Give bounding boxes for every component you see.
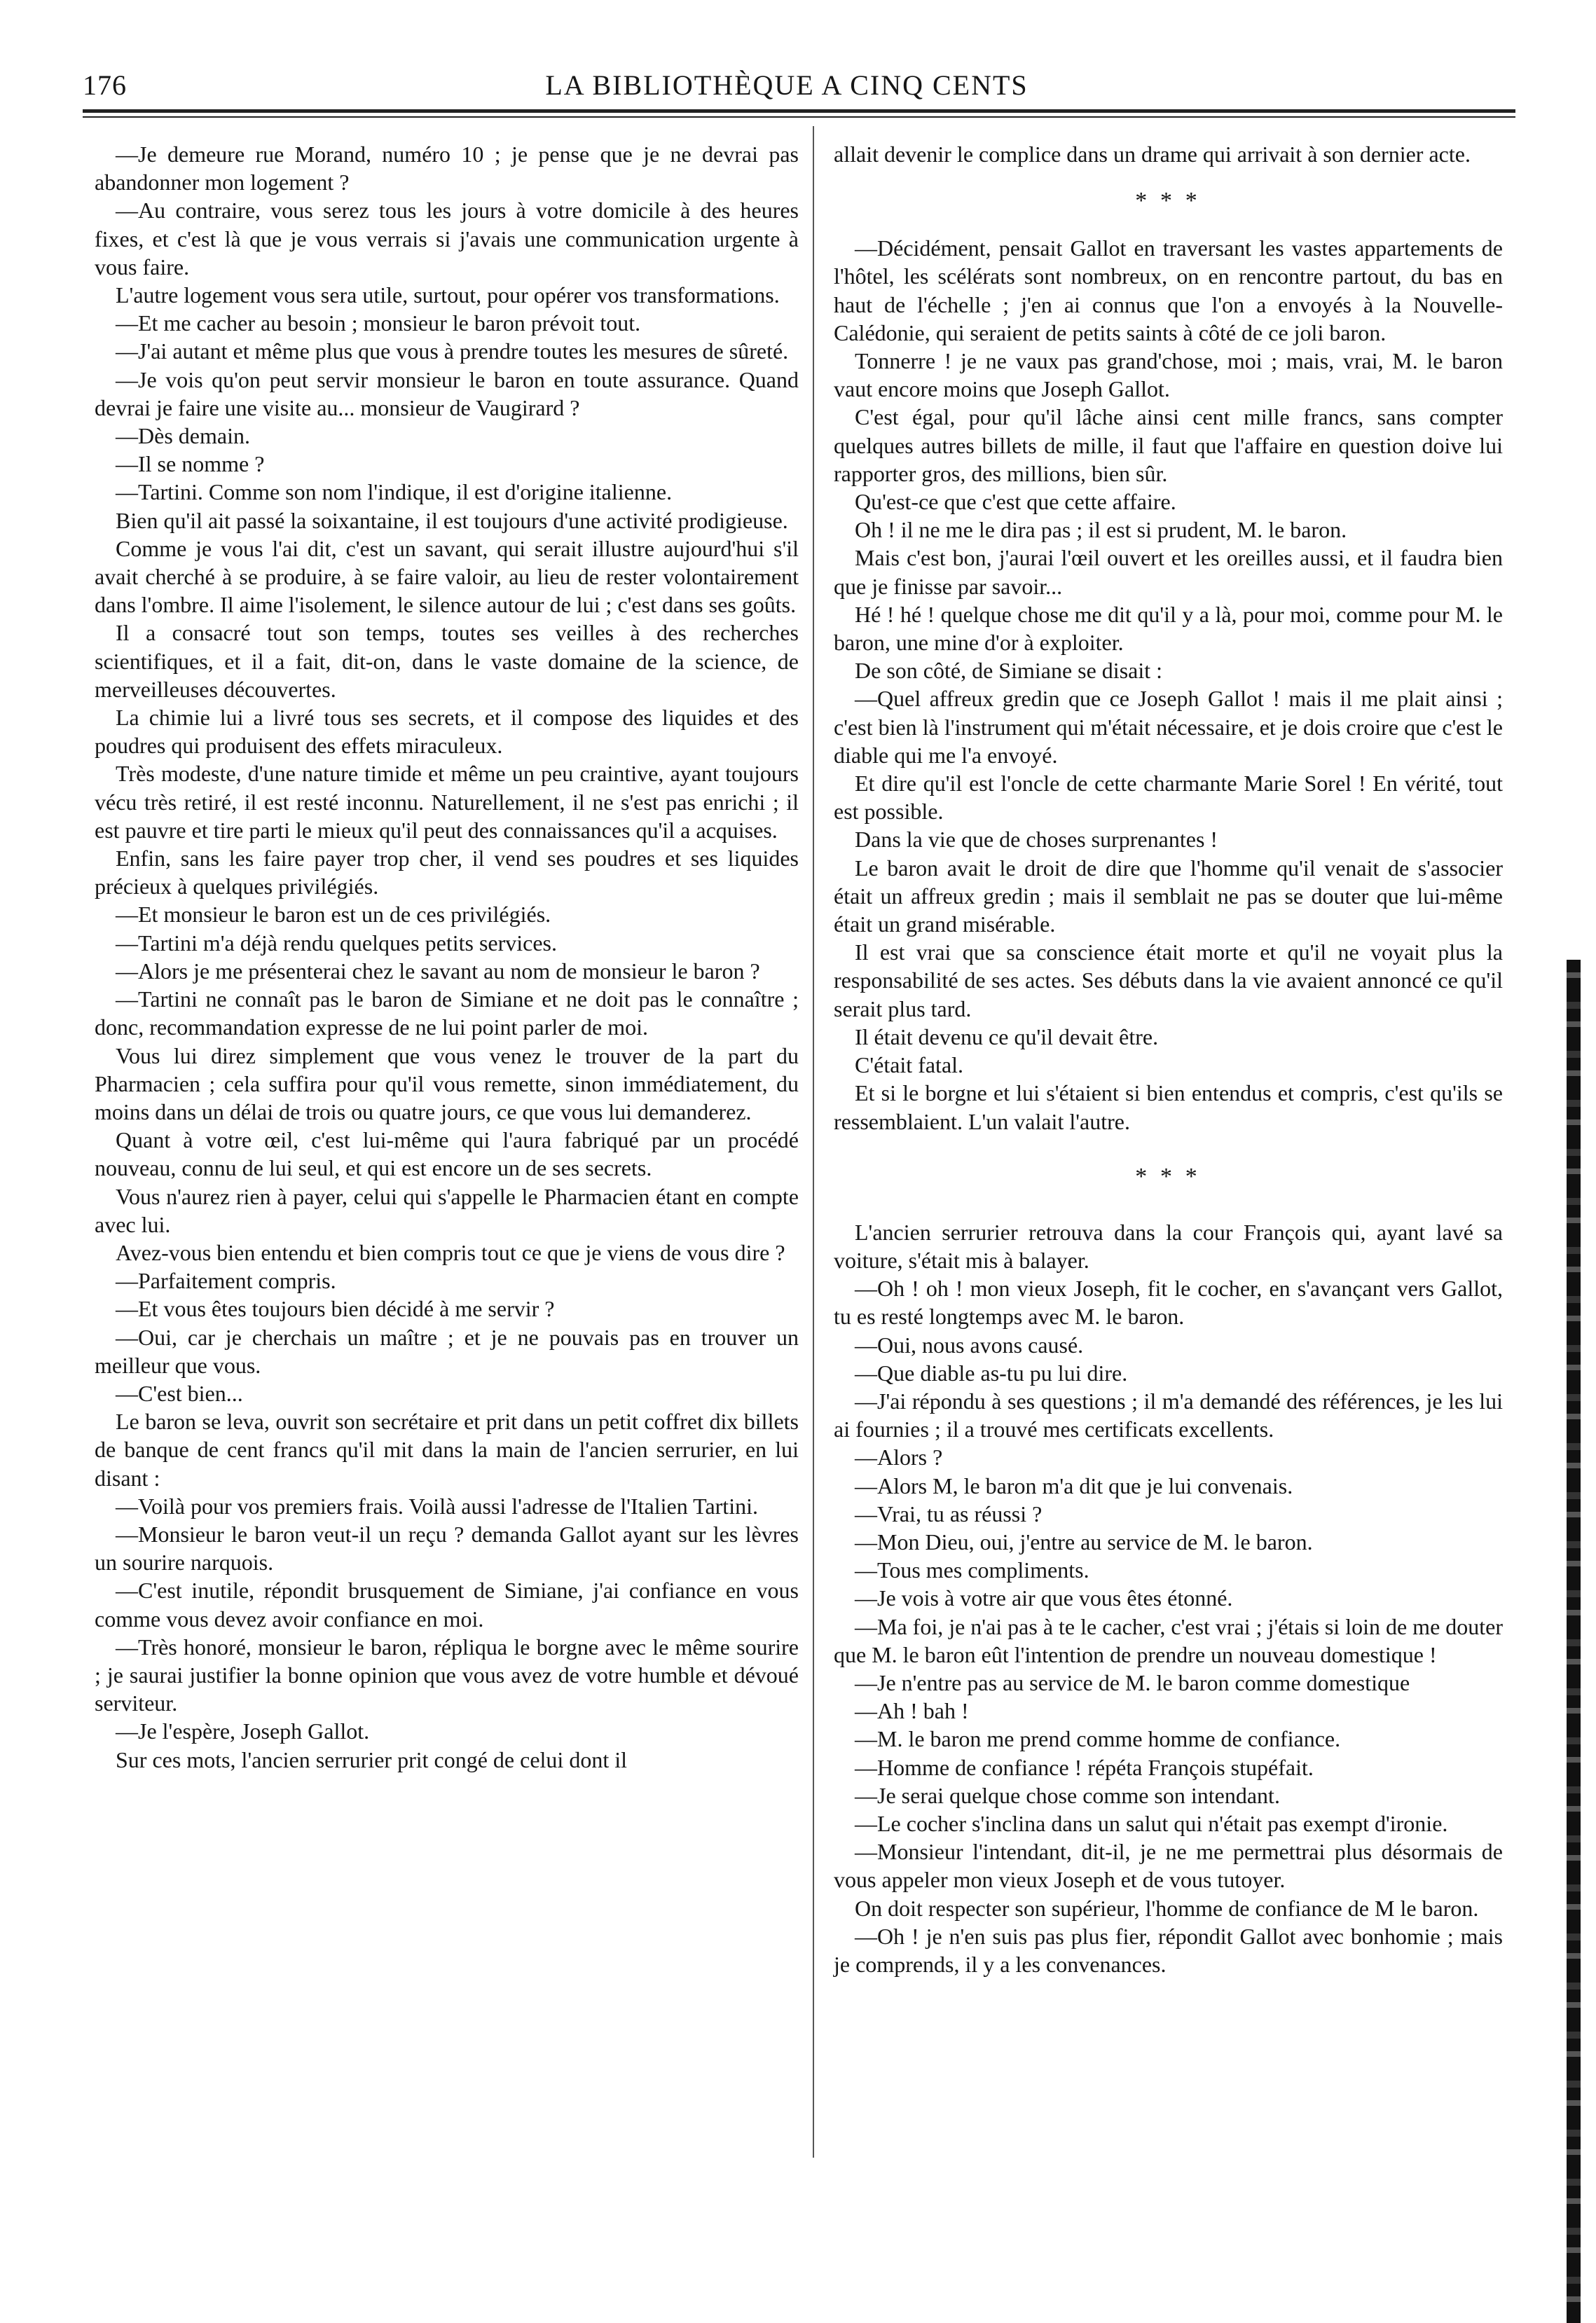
paragraph: —Tartini. Comme son nom l'indique, il est d'origine italienne. xyxy=(116,479,673,505)
section-separator: * * * xyxy=(1135,188,1202,214)
paragraph: —Tartini ne connaît pas le baron de Simiane et ne doit pas le connaître ; donc, recommandation expresse de ne lui point parler de moi. xyxy=(95,986,799,1040)
paragraph: Sur ces mots, l'ancien serrurier prit congé de celui dont il xyxy=(116,1746,627,1772)
paragraph: —Tartini m'a déjà rendu quelques petits services. xyxy=(116,930,557,956)
paragraph: —Que diable as-tu pu lui dire. xyxy=(855,1360,1128,1386)
paragraph: —Je vois à votre air que vous êtes étonné. xyxy=(855,1585,1233,1611)
paragraph: De son côté, de Simiane se disait : xyxy=(855,658,1163,684)
paragraph: —J'ai autant et même plus que vous à prendre toutes les mesures de sûreté. xyxy=(116,338,789,364)
running-title: LA BIBLIOTHÈQUE A CINQ CENTS xyxy=(545,69,1029,101)
paragraph: —C'est bien... xyxy=(116,1380,243,1406)
column-divider xyxy=(813,126,814,2158)
paragraph: L'ancien serrurier retrouva dans la cour François qui, ayant lavé sa voiture, s'était mis à balayer. xyxy=(834,1219,1503,1273)
header-rule-thin xyxy=(83,116,1515,118)
page-number: 176 xyxy=(83,69,127,101)
paragraph: Qu'est-ce que c'est que cette affaire. xyxy=(855,489,1176,515)
paragraph: C'était fatal. xyxy=(855,1052,964,1078)
paragraph: —Et monsieur le baron est un de ces privilégiés. xyxy=(116,902,551,928)
paragraph: —Homme de confiance ! répéta François stupéfait. xyxy=(855,1754,1314,1780)
paragraph: —Parfaitement compris. xyxy=(116,1268,336,1294)
paragraph: —Et vous êtes toujours bien décidé à me servir ? xyxy=(116,1296,555,1322)
paragraph: On doit respecter son supérieur, l'homme de confiance de M le baron. xyxy=(855,1895,1479,1921)
paragraph: —Il se nomme ? xyxy=(116,451,265,477)
paragraph: Et si le borgne et lui s'étaient si bien entendus et compris, c'est qu'ils se ressemblaient. L'un valait l'autre. xyxy=(834,1080,1503,1134)
paragraph: Il était devenu ce qu'il devait être. xyxy=(855,1023,1159,1049)
paragraph: —Au contraire, vous serez tous les jours à votre domicile à des heures fixes, et c'est là que je vous verrais si j'avais une communication urgente à vous faire. xyxy=(95,198,799,280)
paragraph: —Le cocher s'inclina dans un salut qui n'était pas exempt d'ironie. xyxy=(855,1810,1448,1836)
paragraph: —Dès demain. xyxy=(116,423,250,449)
paragraph: —Je demeure rue Morand, numéro 10 ; je pense que je ne devrai pas abandonner mon logement ? xyxy=(95,142,799,195)
paragraph: Vous lui direz simplement que vous venez le trouver de la part du Pharmacien ; cela suffira pour qu'il vous remette, sinon immédiatement, du moins dans un délai de trois ou quatre jours, ce que vous lui demanderez. xyxy=(95,1042,799,1124)
paragraph: L'autre logement vous sera utile, surtout, pour opérer vos transformations. xyxy=(116,282,780,308)
paragraph: Bien qu'il ait passé la soixantaine, il est toujours d'une activité prodigieuse. xyxy=(116,507,788,533)
paragraph: —Tous mes compliments. xyxy=(855,1557,1089,1583)
paragraph: —Très honoré, monsieur le baron, répliqua le borgne avec le même sourire ; je saurai justifier la bonne opinion que vous avez de votre humble et dévoué serviteur. xyxy=(95,1634,799,1716)
paragraph: —Je vois qu'on peut servir monsieur le baron en toute assurance. Quand devrai je faire une visite au... monsieur de Vaugirard ? xyxy=(95,366,799,420)
header-rule-thick xyxy=(83,109,1515,113)
paragraph: Tonnerre ! je ne vaux pas grand'chose, moi ; mais, vrai, M. le baron vaut encore moins que Joseph Gallot. xyxy=(834,348,1503,402)
paragraph: —Vrai, tu as réussi ? xyxy=(855,1501,1043,1526)
paragraph: —C'est inutile, répondit brusquement de Simiane, j'ai confiance en vous comme vous devez avoir confiance en moi. xyxy=(95,1578,799,1632)
paragraph: Et dire qu'il est l'oncle de cette charmante Marie Sorel ! En vérité, tout est possible. xyxy=(834,771,1503,825)
section-separator: * * * xyxy=(1135,1163,1202,1190)
paragraph: Le baron avait le droit de dire que l'homme qu'il venait de s'associer était un affreux gredin ; mais il semblait ne pas se douter que lui-même était un grand misérable. xyxy=(834,855,1503,937)
paragraph: —Quel affreux gredin que ce Joseph Gallot ! mais il me plait ainsi ; c'est bien là l'instrument qui m'était nécessaire, et je dois croire que c'est le diable qui me l'a envoyé. xyxy=(834,686,1503,768)
right-column-bottom xyxy=(834,1218,1503,1978)
paragraph: —Monsieur l'intendant, dit-il, je ne me permettrai plus désormais de vous appeler mon vieux Joseph et de vous tutoyer. xyxy=(834,1839,1503,1893)
paragraph: —Je l'espère, Joseph Gallot. xyxy=(116,1718,370,1744)
paragraph: Quant à votre œil, c'est lui-même qui l'aura fabriqué par un procédé nouveau, connu de lui seul, et qui est encore un de ses secrets. xyxy=(95,1127,799,1181)
paragraph: Vous n'aurez rien à payer, celui qui s'appelle le Pharmacien étant en compte avec lui. xyxy=(95,1183,799,1237)
paragraph: Très modeste, d'une nature timide et même un peu craintive, ayant toujours vécu très retiré, il est resté inconnu. Naturellement, il ne s'est pas enrichi ; il est pauvre et tire parti le mieux qu'il peut des connaissances qu'il a acquises. xyxy=(95,761,799,843)
page-edge-scan-artifact xyxy=(1567,960,1581,2323)
paragraph: —Mon Dieu, oui, j'entre au service de M. le baron. xyxy=(855,1529,1313,1555)
paragraph: —Je serai quelque chose comme son intendant. xyxy=(855,1782,1280,1808)
paragraph: allait devenir le complice dans un drame qui arrivait à son dernier acte. xyxy=(834,142,1471,167)
paragraph: —Oui, nous avons causé. xyxy=(855,1332,1084,1358)
paragraph: —J'ai répondu à ses questions ; il m'a demandé des références, je les lui ai fournies ; il a trouvé mes certificats excellents. xyxy=(834,1388,1503,1442)
paragraph: Avez-vous bien entendu et bien compris tout ce que je viens de vous dire ? xyxy=(116,1239,785,1265)
paragraph: La chimie lui a livré tous ses secrets, et il compose des liquides et des poudres qui produisent des effets miraculeux. xyxy=(95,705,799,759)
paragraph: —Oh ! je n'en suis pas plus fier, répondit Gallot avec bonhomie ; mais je comprends, il y a les convenances. xyxy=(834,1923,1503,1977)
paragraph: Hé ! hé ! quelque chose me dit qu'il y a là, pour moi, comme pour M. le baron, une mine d'or à exploiter. xyxy=(834,601,1503,656)
right-column-middle xyxy=(834,234,1503,1136)
paragraph: Mais c'est bon, j'aurai l'œil ouvert et les oreilles aussi, et il faudra bien que je finisse par savoir... xyxy=(834,545,1503,599)
right-column-top xyxy=(834,140,1503,168)
paragraph: C'est égal, pour qu'il lâche ainsi cent mille francs, sans compter quelques autres billets de mille, il faut que l'affaire en question doive lui rapporter gros, des millions, bien sûr. xyxy=(834,404,1503,486)
paragraph: —Ah ! bah ! xyxy=(855,1698,969,1724)
paragraph: Enfin, sans les faire payer trop cher, il vend ses poudres et ses liquides précieux à quelques privilégiés. xyxy=(95,846,799,899)
right-column xyxy=(834,140,1503,1978)
paragraph: —Alors M, le baron m'a dit que je lui convenais. xyxy=(855,1473,1293,1498)
paragraph: —M. le baron me prend comme homme de confiance. xyxy=(855,1726,1341,1752)
paragraph: —Voilà pour vos premiers frais. Voilà aussi l'adresse de l'Italien Tartini. xyxy=(116,1493,758,1519)
paragraph: —Je n'entre pas au service de M. le baron comme domestique xyxy=(855,1669,1410,1695)
paragraph: —Décidément, pensait Gallot en traversant les vastes appartements de l'hôtel, les scélérats sont nombreux, on en rencontre partout, du bas en haut de l'échelle ; j'en ai connus que l'on a envoyés à la Nouvelle-Calédonie, qui seraient de petits saints à côté de ce joli baron. xyxy=(834,235,1503,345)
paragraph: Oh ! il ne me le dira pas ; il est si prudent, M. le baron. xyxy=(855,517,1347,543)
paragraph: —Alors ? xyxy=(855,1445,943,1470)
paragraph: Il a consacré tout son temps, toutes ses veilles à des recherches scientifiques, et il a fait, dit-on, dans le vaste domaine de la science, de merveilleuses découvertes. xyxy=(95,620,799,702)
paragraph: —Alors je me présenterai chez le savant au nom de monsieur le baron ? xyxy=(116,958,760,984)
paragraph: —Oh ! oh ! mon vieux Joseph, fit le cocher, en s'avançant vers Gallot, tu es resté longtemps avec M. le baron. xyxy=(834,1276,1503,1330)
paragraph: —Monsieur le baron veut-il un reçu ? demanda Gallot ayant sur les lèvres un sourire narquois. xyxy=(95,1521,799,1576)
left-column xyxy=(95,140,799,1774)
paragraph: Comme je vous l'ai dit, c'est un savant, qui serait illustre aujourd'hui s'il avait cherché à se produire, à se faire valoir, au lieu de rester volontairement dans l'ombre. Il aime l'isolement, le silence autour de lui ; c'est dans ses goûts. xyxy=(95,535,799,618)
paragraph: Dans la vie que de choses surprenantes ! xyxy=(855,827,1218,853)
paragraph: Il est vrai que sa conscience était morte et qu'il ne voyait plus la responsabilité de ses actes. Ses débuts dans la vie avaient annoncé ce qu'il serait plus tard. xyxy=(834,939,1503,1021)
paragraph: —Et me cacher au besoin ; monsieur le baron prévoit tout. xyxy=(116,310,641,336)
paragraph: Le baron se leva, ouvrit son secrétaire et prit dans un petit coffret dix billets de banque de cent francs qu'il mit dans la main de l'ancien serrurier, en lui disant : xyxy=(95,1409,799,1491)
paragraph: —Oui, car je cherchais un maître ; et je ne pouvais pas en trouver un meilleur que vous. xyxy=(95,1324,799,1378)
page-header xyxy=(83,64,1491,106)
paragraph: —Ma foi, je n'ai pas à te le cacher, c'est vrai ; j'étais si loin de me douter que M. le baron eût l'intention de prendre un nouveau domestique ! xyxy=(834,1613,1504,1667)
